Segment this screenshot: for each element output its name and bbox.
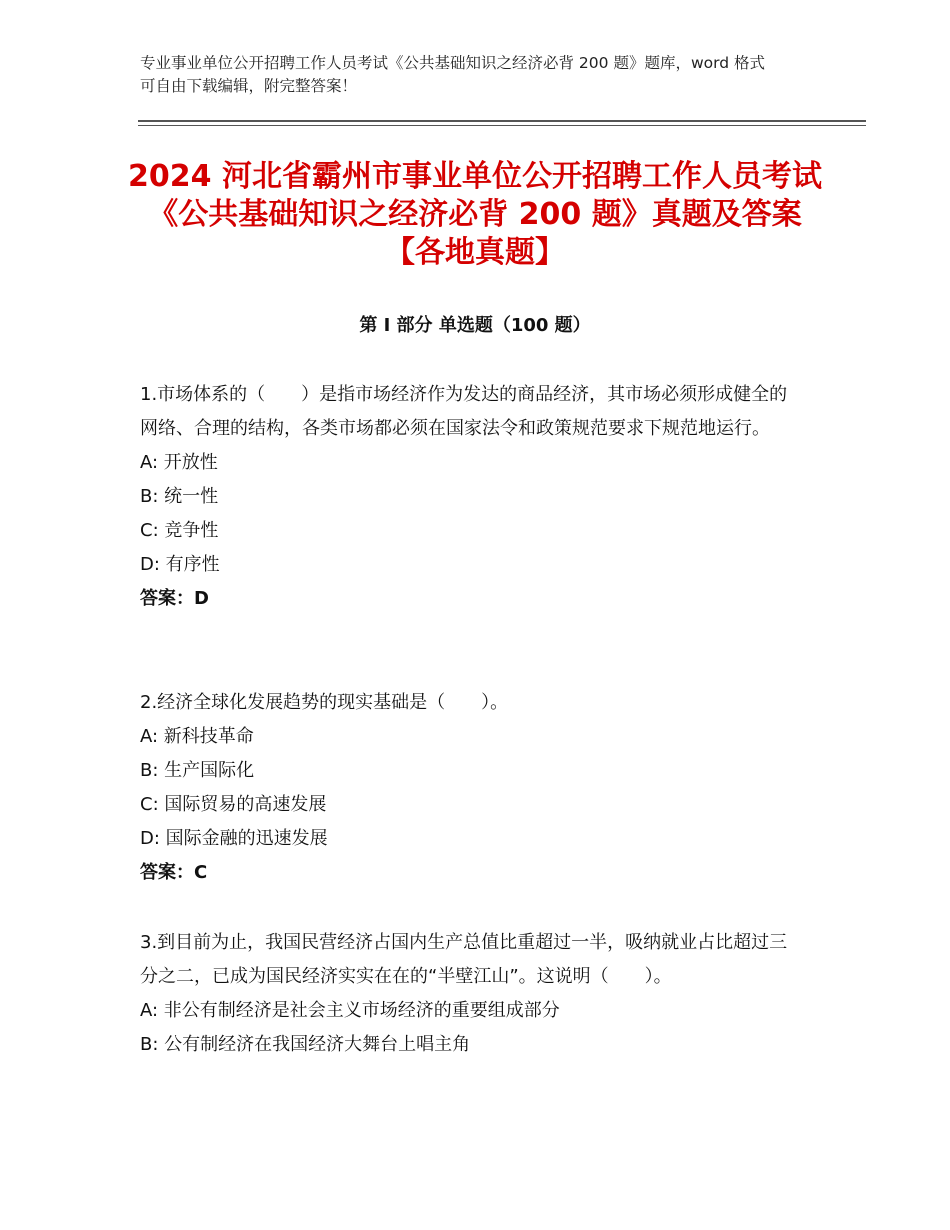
option-c: C: 竞争性 xyxy=(140,520,219,541)
section-heading: 第 I 部分 单选题（100 题） xyxy=(359,315,591,336)
option-d: D: 国际金融的迅速发展 xyxy=(140,828,328,849)
answer-text: 答案：C xyxy=(140,862,208,883)
option-b: B: 生产国际化 xyxy=(140,760,255,781)
question-text: 1.市场体系的（ ）是指市场经济作为发达的商品经济，其市场必须形成健全的网络、合理的结构，各类市场都必须在国家法令和政策规范要求下规范地运行。 xyxy=(140,384,788,439)
question-block xyxy=(140,686,800,890)
option-a: A: 新科技革命 xyxy=(140,726,254,747)
option-b: B: 统一性 xyxy=(140,486,219,507)
option-c: C: 国际贸易的高速发展 xyxy=(140,794,327,815)
option-a: A: 开放性 xyxy=(140,452,218,473)
question-block xyxy=(140,926,800,1062)
question-text: 3.到目前为止，我国民营经济占国内生产总值比重超过一半，吸纳就业占比超过三分之二，已成为国民经济实实在在的“半壁江山”。这说明（ ）。 xyxy=(140,932,788,987)
document-title: 2024 河北省霸州市事业单位公开招聘工作人员考试《公共基础知识之经济必背 200 题》真题及答案【各地真题】 xyxy=(128,159,822,270)
option-d: D: 有序性 xyxy=(140,554,220,575)
header-divider xyxy=(138,120,866,122)
option-b: B: 公有制经济在我国经济大舞台上唱主角 xyxy=(140,1034,471,1055)
answer-text: 答案：D xyxy=(140,588,209,609)
option-a: A: 非公有制经济是社会主义市场经济的重要组成部分 xyxy=(140,1000,560,1021)
question-text: 2.经济全球化发展趋势的现实基础是（ ）。 xyxy=(140,692,509,713)
header-divider-thin xyxy=(138,125,866,126)
header-note: 专业事业单位公开招聘工作人员考试《公共基础知识之经济必背 200 题》题库，word 格式可自由下载编辑，附完整答案！ xyxy=(140,54,765,95)
question-block xyxy=(140,378,800,616)
